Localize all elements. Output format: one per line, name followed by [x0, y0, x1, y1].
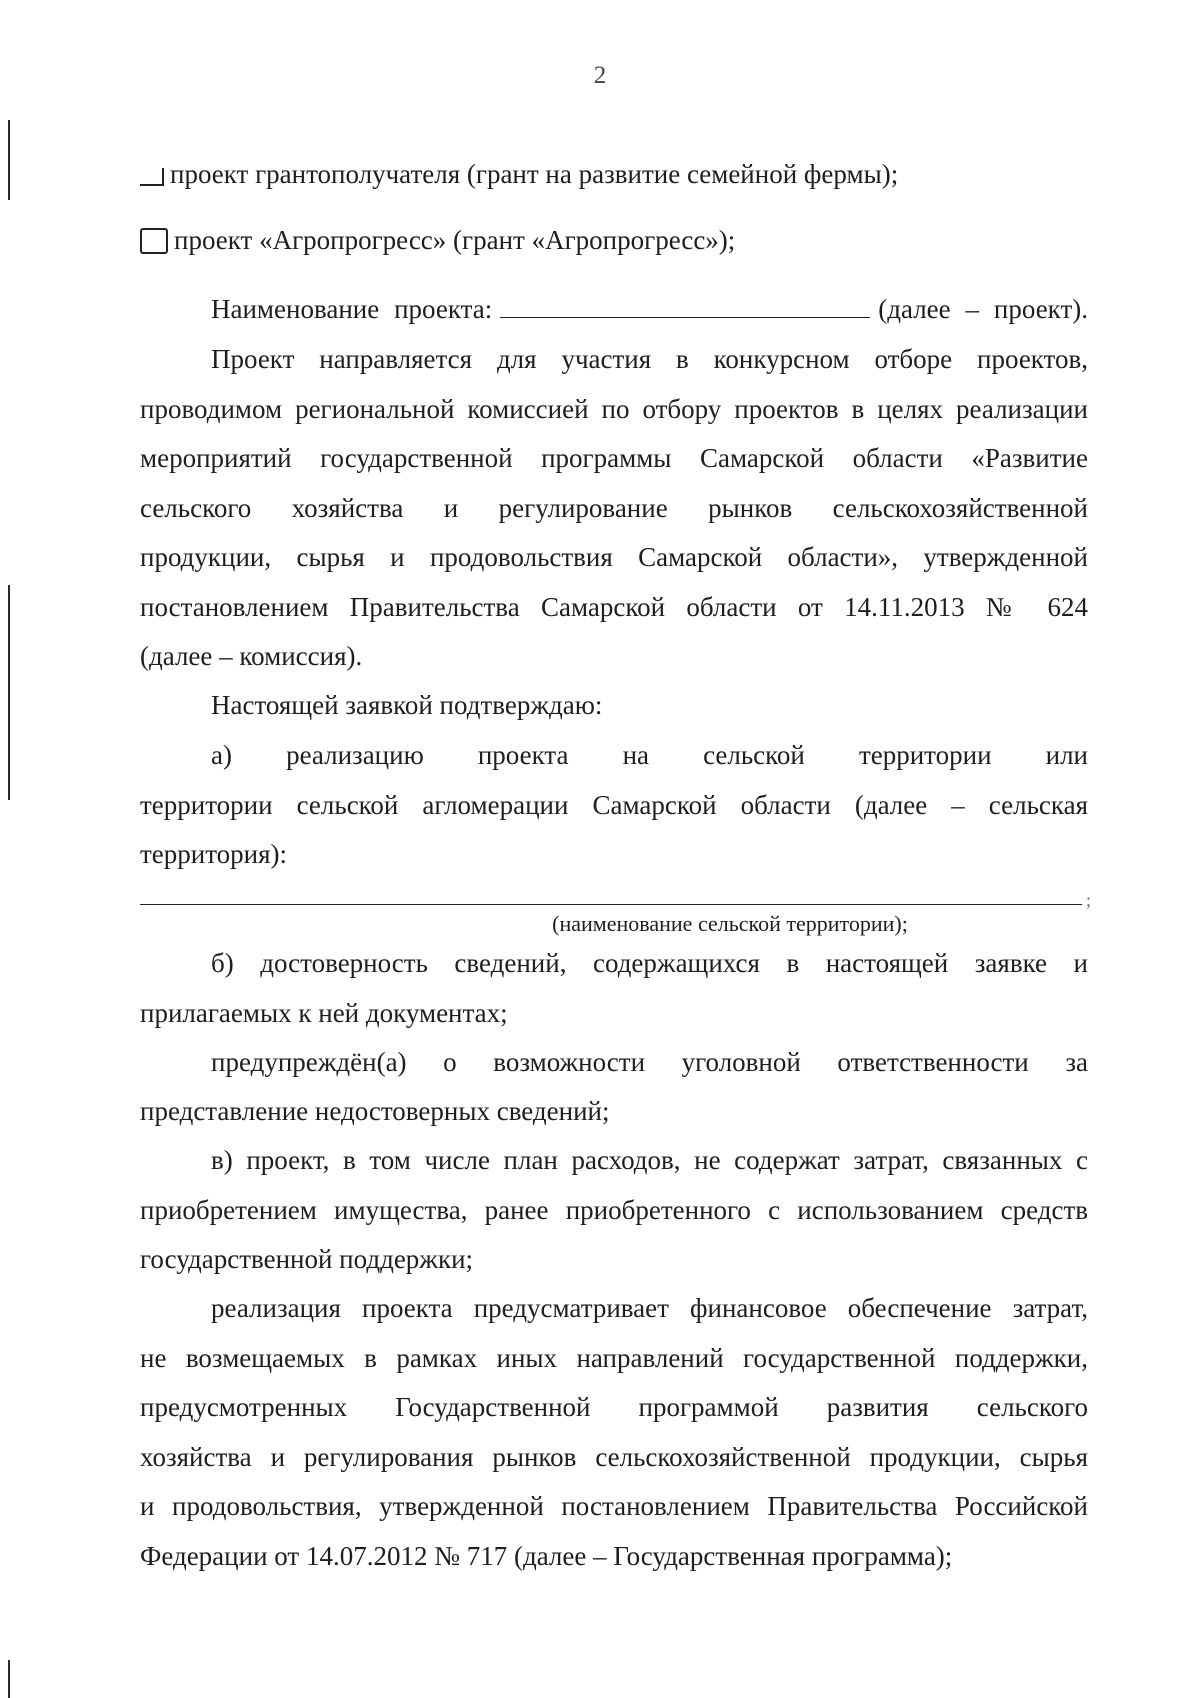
option-family-farm[interactable] [140, 158, 898, 191]
blank-end: ; [1086, 890, 1092, 910]
scan-mark [8, 120, 10, 200]
text-line: приобретением имущества, ранее приобретенного с использованием средств [140, 1195, 1088, 1225]
blank-caption: (наименование сельской территории); [552, 911, 908, 936]
text-line: в) проект, в том числе план расходов, не содержат затрат, связанных с [211, 1145, 1088, 1175]
text-line: предупреждён(а) о возможности уголовной ответственности за [211, 1047, 1088, 1077]
project-name-suffix: (далее – проект). [878, 294, 1088, 324]
text-line: мероприятий государственной программы Самарской области «Развитие [140, 443, 1088, 473]
text-line: Проект направляется для участия в конкурсном отборе проектов, [211, 344, 1088, 374]
text-line: а) реализацию проекта на сельской территории или [211, 740, 1088, 770]
checkbox-icon[interactable] [140, 228, 168, 254]
option-label: проект «Агропрогресс» (грант «Агропрогресс»); [174, 225, 736, 255]
text-line: хозяйства и регулирования рынков сельскохозяйственной продукции, сырья [140, 1442, 1088, 1472]
scan-mark [8, 585, 10, 800]
rural-territory-blank[interactable] [140, 904, 1082, 905]
confirm-heading: Настоящей заявкой подтверждаю: [211, 690, 603, 720]
text-line: представление недостоверных сведений; [140, 1096, 610, 1126]
text-line: предусмотренных Государственной программой развития сельского [140, 1392, 1088, 1422]
text-line: сельского хозяйства и регулирование рынков сельскохозяйственной [140, 493, 1088, 523]
scan-mark [8, 1660, 10, 1698]
project-name-blank[interactable] [500, 293, 870, 318]
text-line: реализация проекта предусматривает финансовое обеспечение затрат, [211, 1293, 1088, 1323]
text-line: и продовольствия, утвержденной постановлением Правительства Российской [140, 1491, 1088, 1521]
project-name-label: Наименование проекта: [211, 294, 493, 324]
text-line: не возмещаемых в рамках иных направлений государственной поддержки, [140, 1343, 1088, 1373]
text-line: территория): [140, 839, 288, 869]
text-line: государственной поддержки; [140, 1244, 474, 1274]
text-line: продукции, сырья и продовольствия Самарской области», утвержденной [140, 542, 1088, 572]
project-name-row [211, 293, 1088, 326]
text-line: постановлением Правительства Самарской области от 14.11.2013 № 624 [140, 592, 1088, 622]
text-line: Федерации от 14.07.2012 № 717 (далее – Государственная программа); [140, 1541, 953, 1571]
checkbox-icon[interactable] [140, 168, 164, 186]
option-agroprogress[interactable] [140, 224, 735, 257]
text-line: территории сельской агломерации Самарской области (далее – сельская [140, 790, 1088, 820]
text-line: б) достоверность сведений, содержащихся в настоящей заявке и [211, 948, 1088, 978]
page-number: 2 [593, 62, 607, 89]
option-label: проект грантополучателя (грант на развитие семейной фермы); [170, 159, 899, 189]
text-line: прилагаемых к ней документах; [140, 998, 508, 1028]
text-line: проводимом региональной комиссией по отбору проектов в целях реализации [140, 394, 1088, 424]
text-line: (далее – комиссия). [140, 641, 363, 671]
